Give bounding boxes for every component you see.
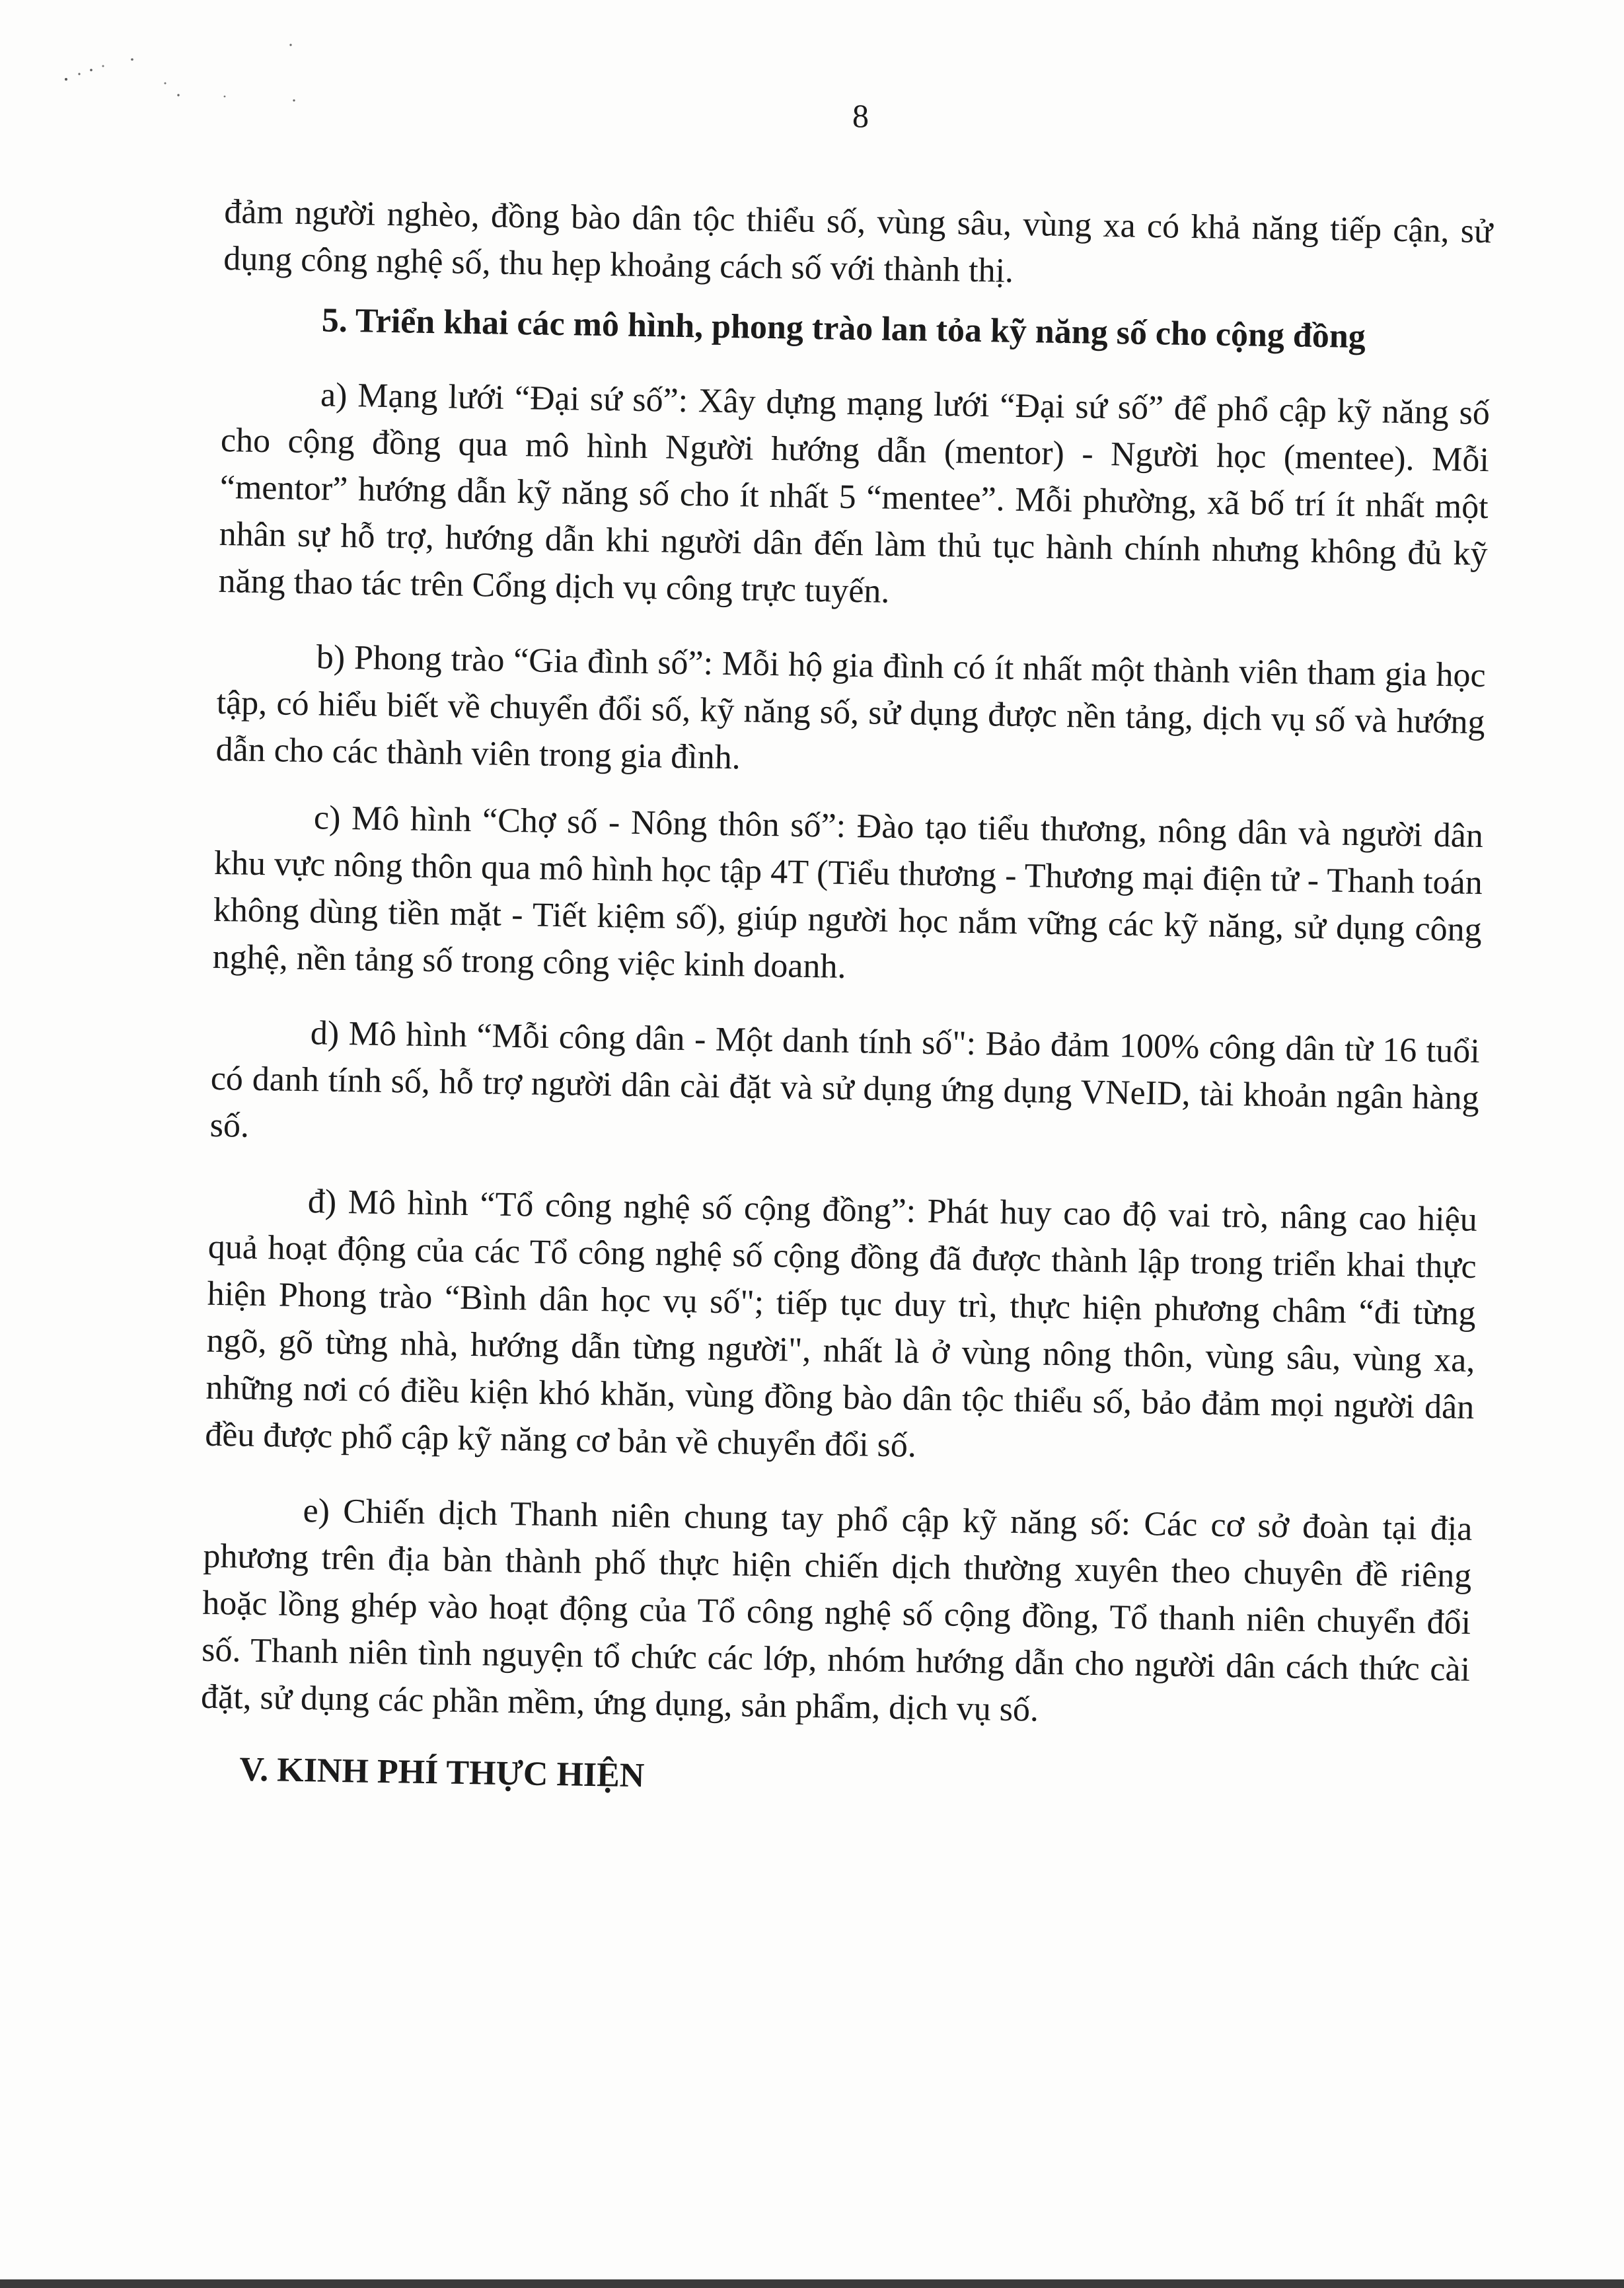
- scan-specks: [59, 40, 311, 119]
- paragraph-continuation: đảm người nghèo, đồng bào dân tộc thiểu số, vùng sâu, vùng xa có khả năng tiếp cận, sử dụng công nghệ số, thu hẹp khoảng cách số với thành thị.: [223, 192, 1493, 290]
- scan-bottom-edge: [0, 2279, 1624, 2288]
- paragraph-item-c: c) Mô hình “Chợ số - Nông thôn số”: Đào tạo tiểu thương, nông dân và người dân khu vực nông thôn qua mô hình học tập 4T (Tiểu thương - Thương mại điện tử - Thanh toán không dùng tiền mặt - Tiết kiệm số), giúp người học nắm vững các kỹ năng, sử dụng công nghệ, nền tảng số trong công việc kinh doanh.: [212, 799, 1484, 986]
- paragraph-item-b: b) Phong trào “Gia đình số”: Mỗi hộ gia đình có ít nhất một thành viên tham gia học tập, có hiểu biết về chuyển đổi số, kỹ năng số, sử dụng được nền tảng, dịch vụ số và hướng dẫn cho các thành viên trong gia đình.: [215, 638, 1487, 777]
- paragraph-item-d: d) Mô hình “Mỗi công dân - Một danh tính số": Bảo đảm 100% công dân từ 16 tuổi có danh tính số, hỗ trợ người dân cài đặt và sử dụng ứng dụng VNeID, tài khoản ngân hàng số.: [209, 1014, 1481, 1145]
- heading-section-5: 5. Triển khai các mô hình, phong trào lan tỏa kỹ năng số cho cộng đồng: [321, 301, 1366, 356]
- document-body: [200, 188, 1493, 1812]
- paragraph-item-e: e) Chiến dịch Thanh niên chung tay phổ cập kỹ năng số: Các cơ sở đoàn tại địa phương trên địa bàn thành phố thực hiện chiến dịch thường xuyên theo chuyên đề riêng hoặc lồng ghép vào hoạt động của Tổ công nghệ số cộng đồng, Tổ thanh niên chuyển đổi số. Thanh niên tình nguyện tổ chức các lớp, nhóm hướng dẫn cho người dân cách thức cài đặt, sử dụng các phần mềm, ứng dụng, sản phẩm, dịch vụ số.: [200, 1492, 1473, 1729]
- paragraph-item-dd: đ) Mô hình “Tổ công nghệ số cộng đồng”: Phát huy cao độ vai trò, nâng cao hiệu quả hoạt động của các Tổ công nghệ số cộng đồng đã được thành lập trong triển khai thực hiện Phong trào “Bình dân học vụ số"; tiếp tục duy trì, thực hiện phương châm “đi từng ngõ, gõ từng nhà, hướng dẫn từng người", nhất là ở vùng nông thôn, vùng sâu, vùng xa, những nơi có điều kiện khó khăn, vùng đồng bào dân tộc thiểu số, bảo đảm mọi người dân đều được phổ cập kỹ năng cơ bản về chuyển đổi số.: [204, 1183, 1478, 1465]
- page-number: 8: [852, 97, 869, 134]
- paragraph-item-a: a) Mạng lưới “Đại sứ số”: Xây dựng mạng lưới “Đại sứ số” để phổ cập kỹ năng số cho cộng đồng qua mô hình Người hướng dẫn (mentor) - Người học (mentee). Mỗi “mentor” hướng dẫn kỹ năng số cho ít nhất 5 “mentee”. Mỗi phường, xã bố trí ít nhất một nhân sự hỗ trợ, hướng dẫn khi người dân đến làm thủ tục hành chính nhưng không đủ kỹ năng thao tác trên Cổng dịch vụ công trực tuyến.: [218, 376, 1491, 610]
- section-heading-v: V. KINH PHÍ THỰC HIỆN: [239, 1750, 645, 1795]
